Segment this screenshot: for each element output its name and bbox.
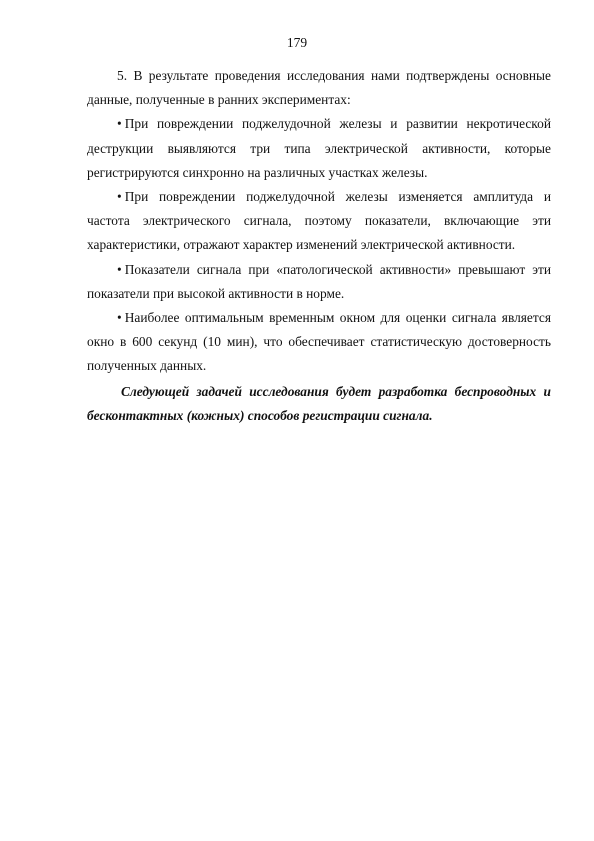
page-number: 179: [286, 35, 308, 50]
bullet-item: [87, 258, 551, 306]
bullet-icon: •: [117, 189, 122, 205]
page-body: [87, 64, 551, 428]
intro-paragraph: 5. В результате проведения исследования нами подтверждены основные данные, полученные в ранних экспериментах:: [87, 68, 551, 108]
bullet-icon: •: [117, 310, 122, 326]
bullet-icon: •: [117, 261, 122, 277]
conclusion-paragraph: Следующей задачей исследования будет разработка беспроводных и бесконтактных (кожных) способов регистрации сигнала.: [87, 383, 551, 423]
bullet-item: [87, 306, 551, 379]
bullet-text: При повреждении поджелудочной железы и развитии некротической деструкции выявляются три типа электрической активности, которые регистрируются синхронно на различных участках железы.: [87, 116, 551, 180]
bullet-item: [87, 185, 551, 258]
bullet-text: При повреждении поджелудочной железы изменяется амплитуда и частота электрического сигнала, поэтому показатели, включающие эти характеристики, отражают характер изменений электрической активности.: [87, 189, 551, 253]
bullet-item: [87, 112, 551, 185]
bullet-icon: •: [117, 116, 122, 132]
bullet-text: Наиболее оптимальным временным окном для оценки сигнала является окно в 600 секунд (10 мин), что обеспечивает статистическую достоверность полученных данных.: [87, 310, 551, 374]
bullet-text: Показатели сигнала при «патологической активности» превышают эти показатели при высокой активности в норме.: [87, 261, 551, 301]
